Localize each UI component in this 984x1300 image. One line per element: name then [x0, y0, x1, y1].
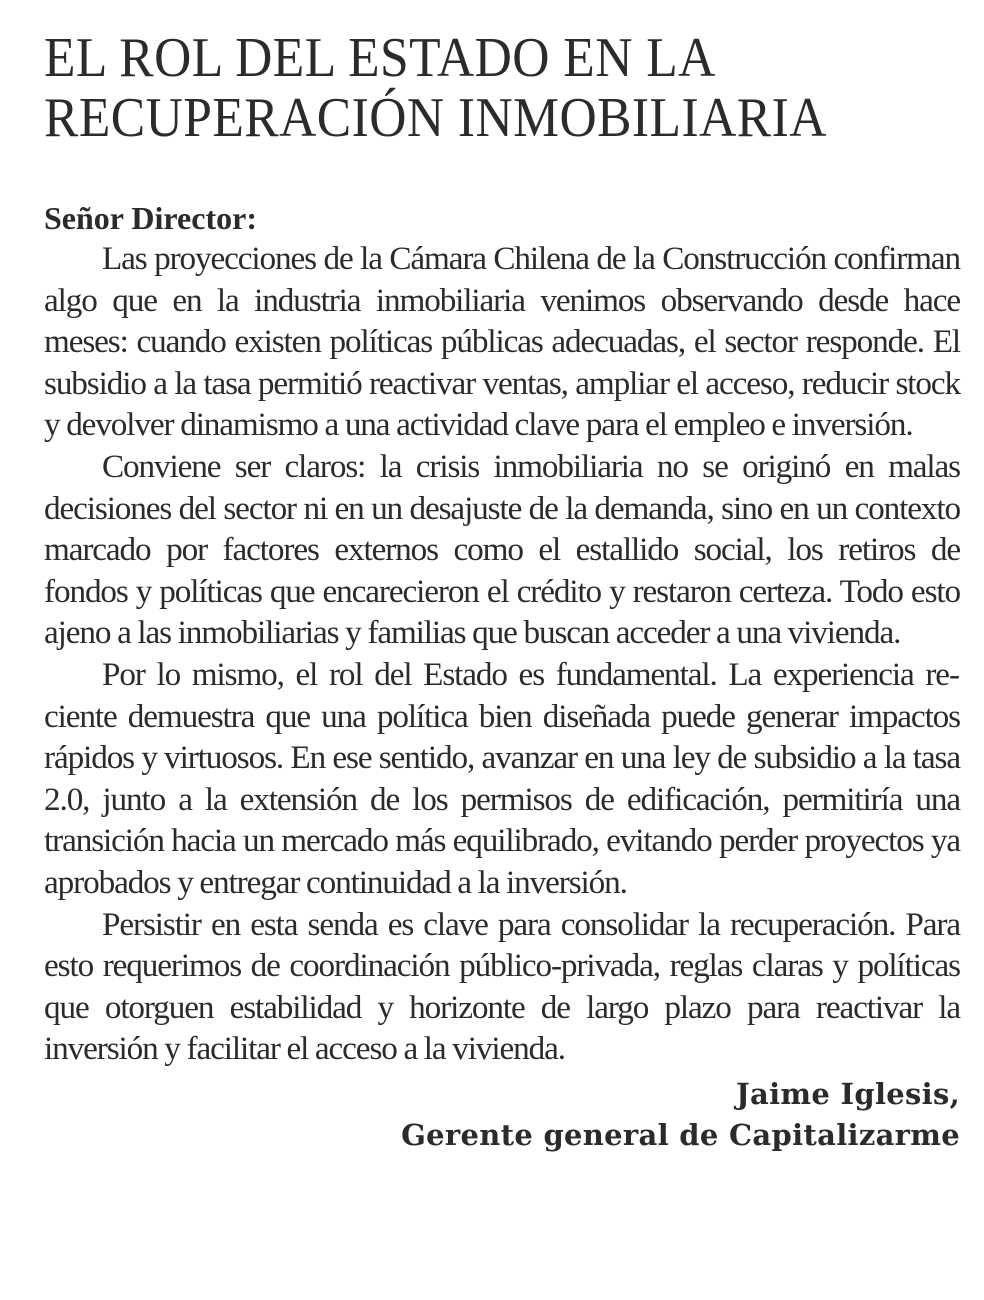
signature-name: Jaime Iglesis,: [735, 1076, 960, 1111]
signature-title: Gerente general de Capitalizarme: [401, 1117, 960, 1152]
signature-block: [44, 1074, 960, 1156]
headline-line-2: RECUPERACIÓN INMOBILIARIA: [44, 87, 827, 149]
paragraph-2: Conviene ser claros: la crisis inmobiliaria no se originó en malas decisiones del sector ni en un desajuste de la demanda, sino en un contexto marcado por factores externos como el estallido social, los retiros de fondos y políticas que encarecieron el crédito y restaron certeza. Todo esto ajeno a las inmobiliarias y familias que buscan acceder a una vivienda.: [44, 447, 960, 652]
paragraph-4: Persistir en esta senda es clave para consolidar la recuperación. Para esto requerimos de coordinación público-privada, reglas claras y políticas que otorguen estabilidad y horizonte de largo plazo para reactivar la inversión y facilitar el acceso a la vivienda.: [44, 905, 960, 1068]
headline-line-1: EL ROL DEL ESTADO EN LA: [44, 27, 716, 89]
paragraph-1: Las proyecciones de la Cámara Chilena de la Construcción confirman algo que en la industria inmobiliaria venimos observando desde hace meses: cuando existen políticas públicas adecuadas, el sector responde. El subsidio a la tasa permitió reactivar ventas, ampliar el acceso, reducir stock y devolver dinamismo a una actividad clave para el empleo e inversión.: [44, 240, 960, 444]
salutation: Señor Director:: [44, 200, 257, 236]
headline: [44, 28, 964, 148]
paragraph-3: Por lo mismo, el rol del Estado es fundamental. La experiencia reciente demuestra que una política bien diseñada puede generar impactos rápidos y virtuosos. En ese sentido, avanzar en una ley de subsidio a la tasa 2.0, junto a la extensión de los permisos de edificación, permitiría una transición hacia un mercado más equilibrado, evitando perder proyectos ya aprobados y entregar continuidad a la inversión.: [44, 655, 960, 901]
letter-body: [44, 238, 960, 1070]
letter-article: [44, 28, 960, 1156]
